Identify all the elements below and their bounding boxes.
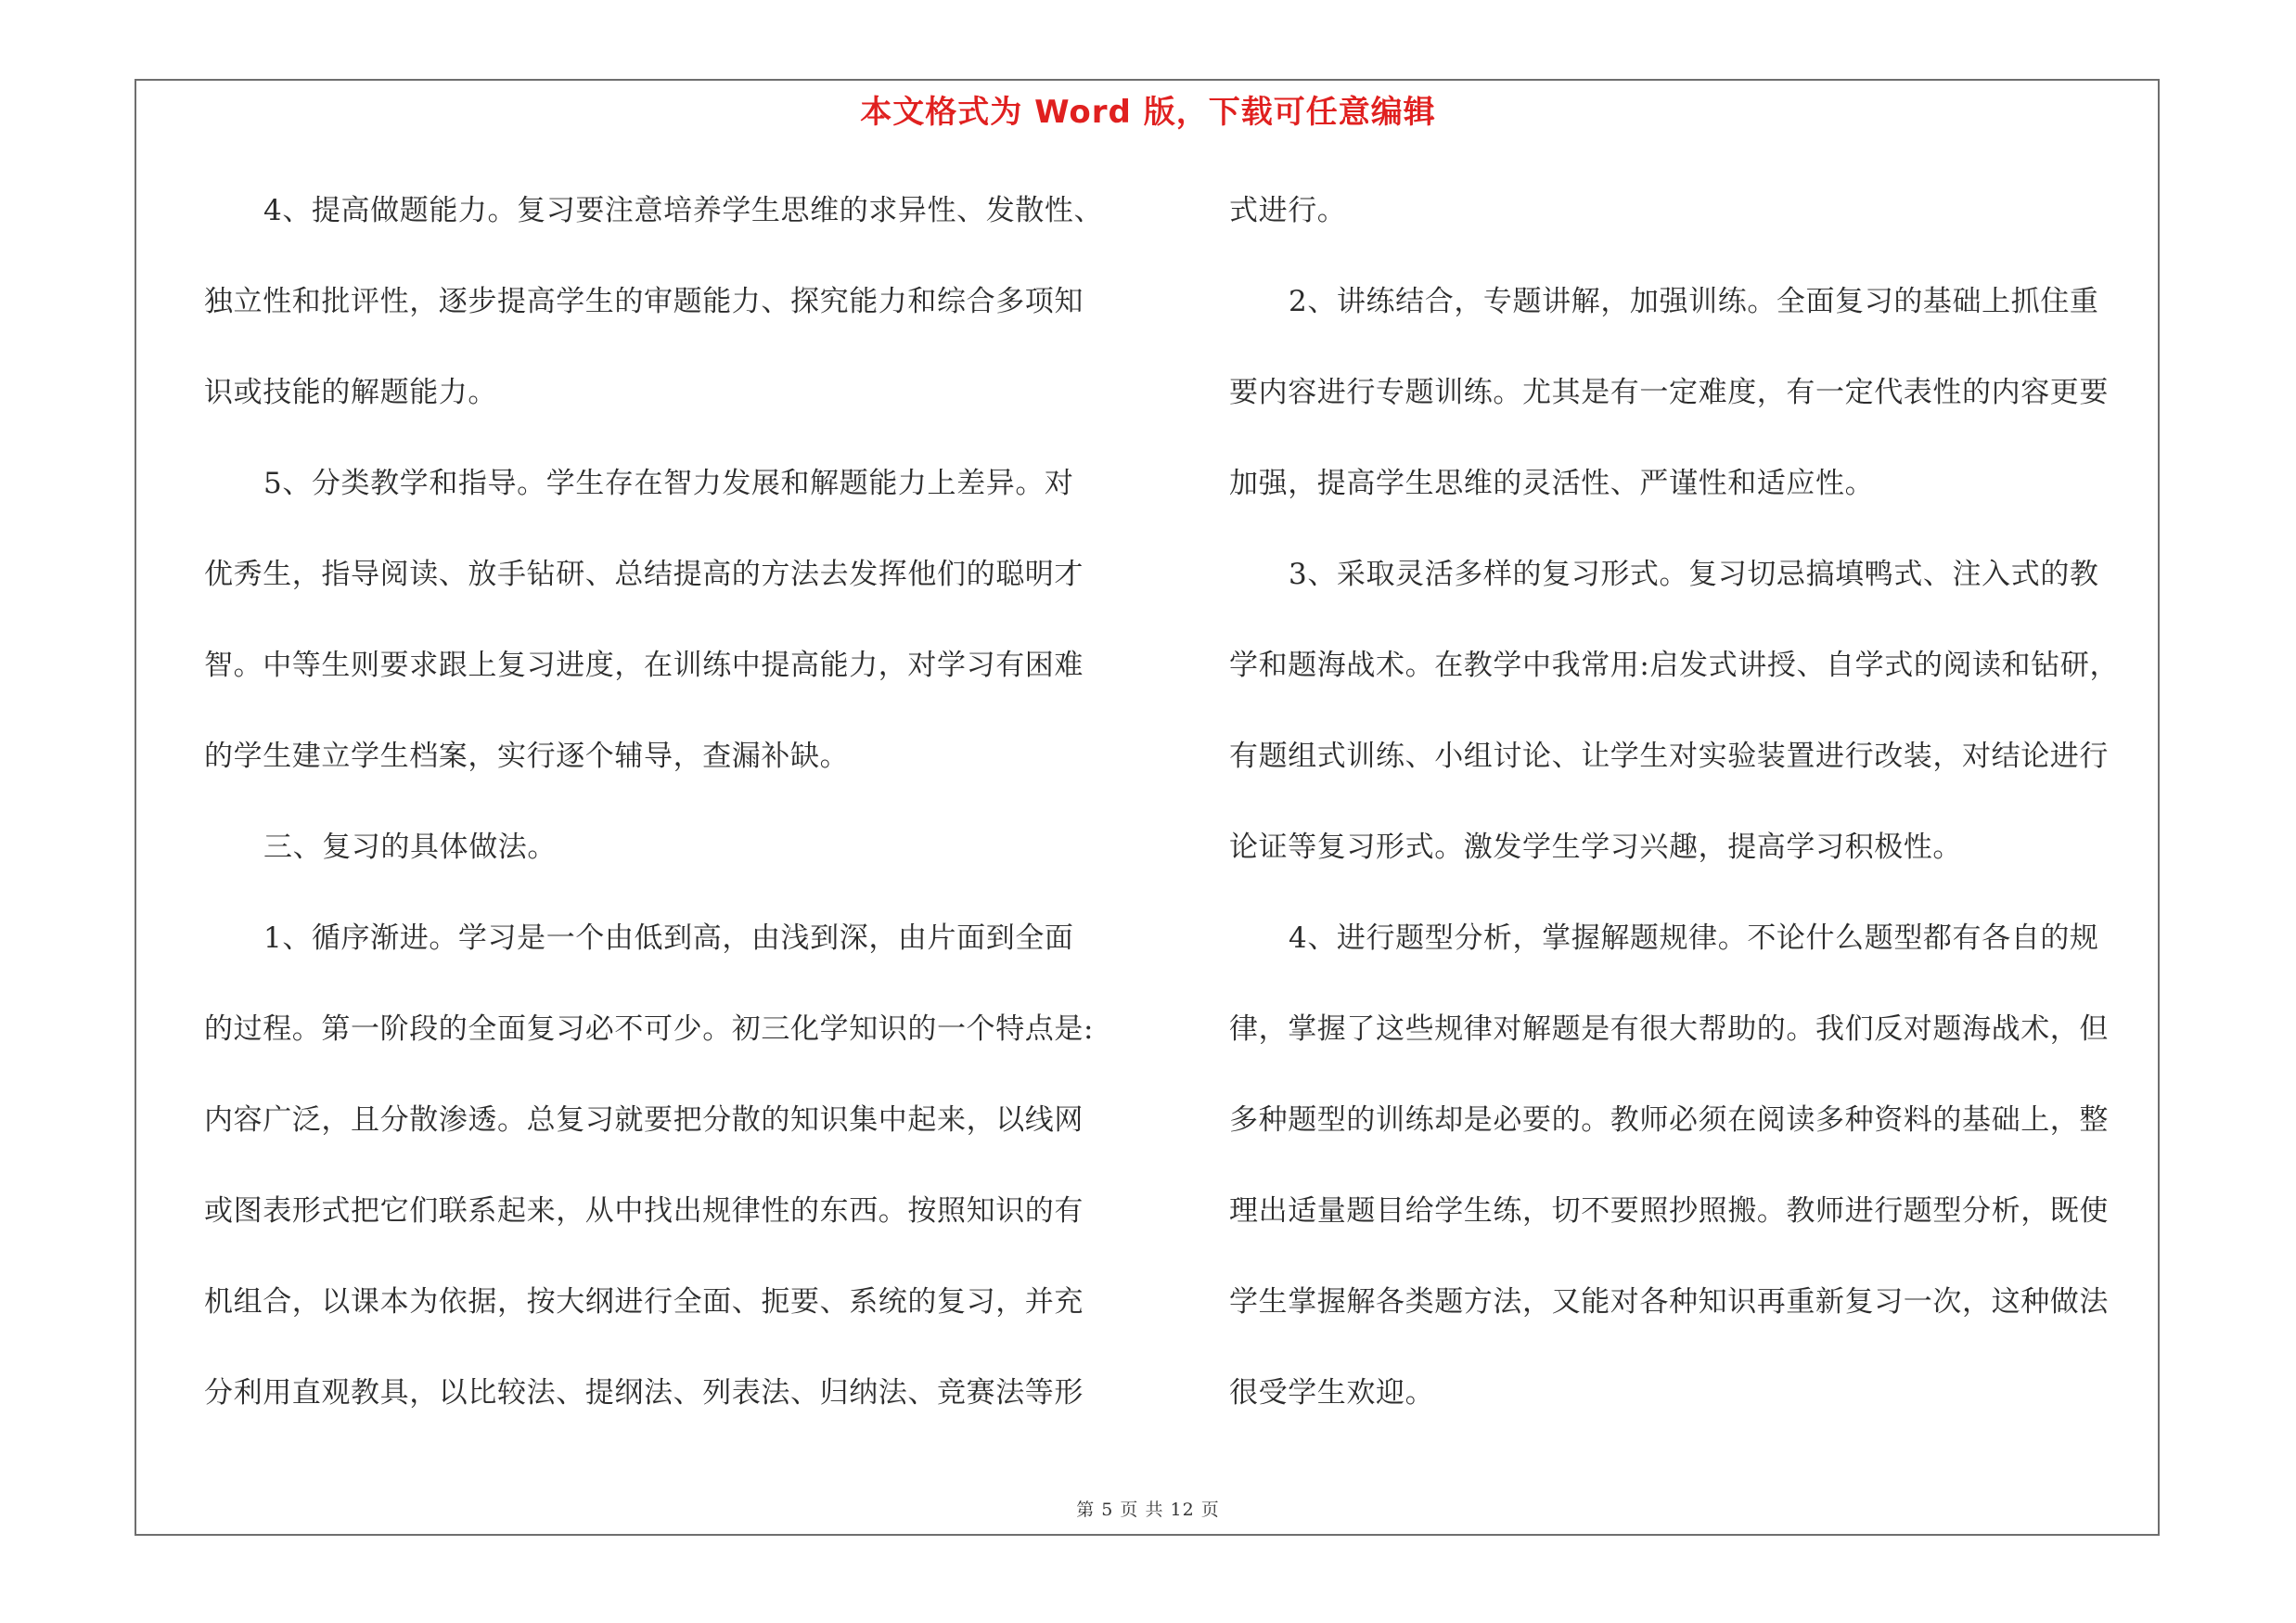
paragraph-line: 内容广泛，且分散渗透。总复习就要把分散的知识集中起来，以线网	[204, 1103, 1084, 1137]
paragraph-line: 独立性和批评性，逐步提高学生的审题能力、探究能力和综合多项知	[204, 285, 1084, 318]
paragraph-line: 识或技能的解题能力。	[204, 376, 497, 409]
paragraph-line: 很受学生欢迎。	[1229, 1376, 1435, 1410]
paragraph-line: 多种题型的训练却是必要的。教师必须在阅读多种资料的基础上，整	[1229, 1103, 2109, 1137]
paragraph-line: 机组合，以课本为依据，按大纲进行全面、扼要、系统的复习，并充	[204, 1285, 1084, 1319]
paragraph-line: 理出适量题目给学生练，切不要照抄照搬。教师进行题型分析，既使	[1229, 1194, 2109, 1228]
paragraph-line: 优秀生，指导阅读、放手钻研、总结提高的方法去发挥他们的聪明才	[204, 558, 1084, 591]
paragraph-line: 要内容进行专题训练。尤其是有一定难度，有一定代表性的内容更要	[1229, 376, 2109, 409]
paragraph-line: 学生掌握解各类题方法，又能对各种知识再重新复习一次，这种做法	[1229, 1285, 2109, 1319]
section-heading: 三、复习的具体做法。	[263, 831, 557, 864]
page-number: 第 5 页 共 12 页	[1076, 1500, 1220, 1520]
format-notice-banner: 本文格式为 Word 版，下载可任意编辑	[860, 94, 1436, 131]
paragraph-line: 或图表形式把它们联系起来，从中找出规律性的东西。按照知识的有	[204, 1194, 1084, 1228]
paragraph-line: 论证等复习形式。激发学生学习兴趣，提高学习积极性。	[1229, 831, 1962, 864]
paragraph-line: 律，掌握了这些规律对解题是有很大帮助的。我们反对题海战术，但	[1229, 1012, 2109, 1046]
paragraph-line: 的过程。第一阶段的全面复习必不可少。初三化学知识的一个特点是:	[204, 1012, 1095, 1046]
paragraph-line: 有题组式训练、小组讨论、让学生对实验装置进行改装，对结论进行	[1229, 740, 2109, 773]
paragraph-line: 5、分类教学和指导。学生存在智力发展和解题能力上差异。对	[263, 467, 1074, 500]
paragraph-line: 智。中等生则要求跟上复习进度，在训练中提高能力，对学习有困难	[204, 649, 1084, 682]
paragraph-line: 2、讲练结合，专题讲解，加强训练。全面复习的基础上抓住重	[1289, 285, 2099, 318]
paragraph-line: 学和题海战术。在教学中我常用:启发式讲授、自学式的阅读和钻研，	[1229, 649, 2120, 682]
paragraph-line: 加强，提高学生思维的灵活性、严谨性和适应性。	[1229, 467, 1875, 500]
paragraph-line: 3、采取灵活多样的复习形式。复习切忌搞填鸭式、注入式的教	[1289, 558, 2099, 591]
paragraph-line: 4、提高做题能力。复习要注意培养学生思维的求异性、发散性、	[263, 194, 1104, 227]
paragraph-line: 4、进行题型分析，掌握解题规律。不论什么题型都有各自的规	[1289, 921, 2099, 955]
paragraph-line: 分利用直观教具，以比较法、提纲法、列表法、归纳法、竞赛法等形	[204, 1376, 1084, 1410]
paragraph-line: 1、循序渐进。学习是一个由低到高，由浅到深，由片面到全面	[263, 921, 1074, 955]
paragraph-line: 式进行。	[1229, 194, 1347, 227]
paragraph-line: 的学生建立学生档案，实行逐个辅导，查漏补缺。	[204, 740, 850, 773]
